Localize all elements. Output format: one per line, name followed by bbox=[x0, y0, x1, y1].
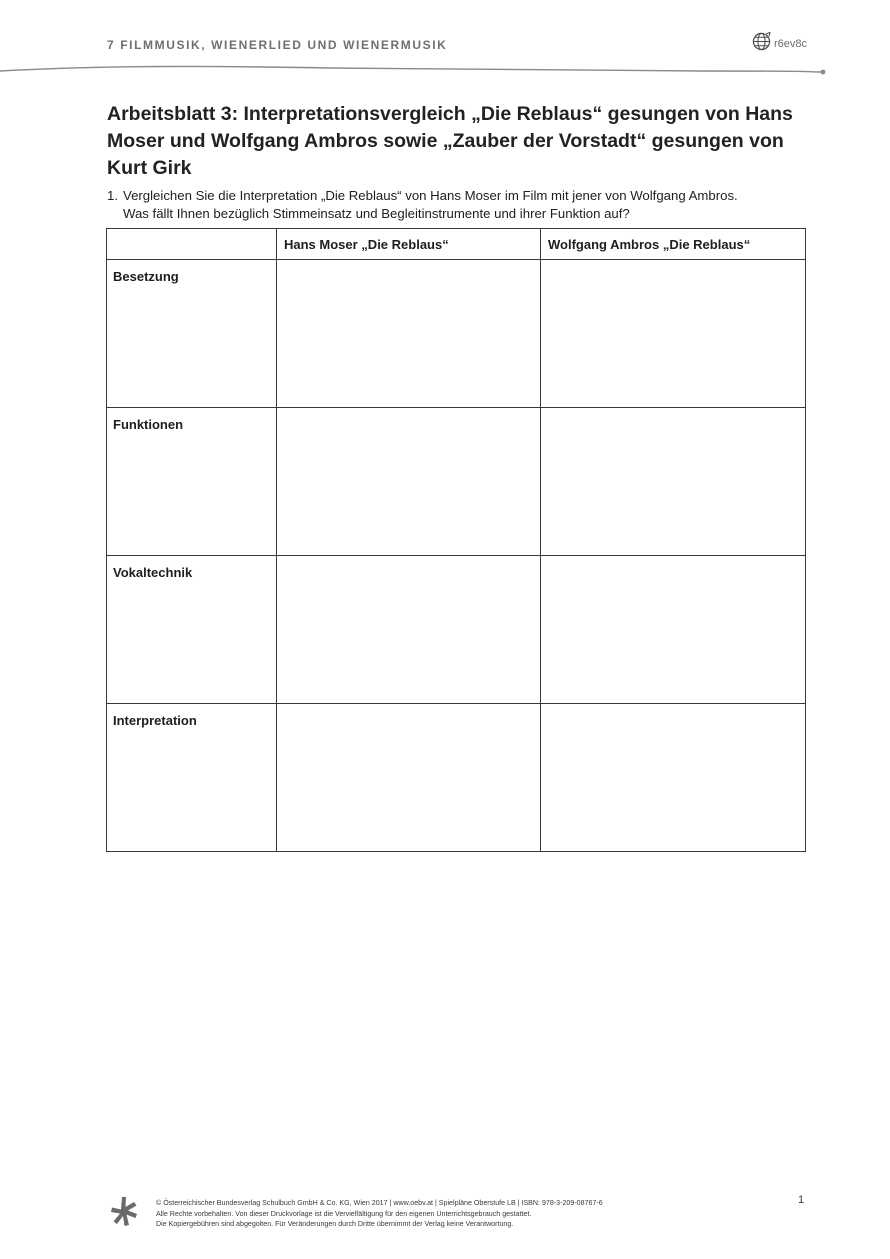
answer-cell-moser-interpretation[interactable] bbox=[277, 704, 541, 852]
table-row bbox=[107, 556, 806, 704]
answer-cell-ambros-funktionen[interactable] bbox=[541, 408, 806, 556]
page-number: 1 bbox=[798, 1194, 805, 1206]
task-line-2: Was fällt Ihnen bezüglich Stimmeinsatz und Begleitinstrumente und ihrer Funktion auf? bbox=[123, 206, 630, 221]
copyright-line-3: Die Kopiergebühren sind abgegolten. Für Veränderungen durch Dritte übernimmt der Verlag keine Verantwortung. bbox=[156, 1220, 514, 1228]
answer-cell-moser-besetzung[interactable] bbox=[277, 260, 541, 408]
worksheet-title: Arbeitsblatt 3: Interpretationsvergleich „Die Reblaus“ gesungen von Hans Moser und Wolfgang Ambros sowie „Zauber der Vorstadt“ gesungen von Kurt Girk bbox=[107, 103, 793, 179]
comparison-table bbox=[106, 228, 806, 852]
task-line-1: Vergleichen Sie die Interpretation „Die Reblaus“ von Hans Moser im Film mit jener von Wolfgang Ambros. bbox=[123, 188, 738, 203]
answer-cell-moser-vokaltechnik[interactable] bbox=[277, 556, 541, 704]
copyright-line-1: © Österreichischer Bundesverlag Schulbuch GmbH & Co. KG, Wien 2017 | www.oebv.at | Spielpläne Oberstufe LB | ISBN: 978-3-209-08767-6 bbox=[156, 1199, 603, 1207]
row-label-interpretation: Interpretation bbox=[107, 704, 277, 852]
header-hans-moser: Hans Moser „Die Reblaus“ bbox=[277, 229, 541, 260]
answer-cell-ambros-besetzung[interactable] bbox=[541, 260, 806, 408]
row-label-vokaltechnik: Vokaltechnik bbox=[107, 556, 277, 704]
header-corner-cell bbox=[107, 229, 277, 260]
copyright-notice bbox=[156, 1198, 776, 1230]
web-code[interactable] bbox=[752, 31, 812, 53]
chapter-header: 7 FILMMUSIK, WIENERLIED UND WIENERMUSIK bbox=[107, 38, 448, 52]
row-label-besetzung: Besetzung bbox=[107, 260, 277, 408]
answer-cell-moser-funktionen[interactable] bbox=[277, 408, 541, 556]
answer-cell-ambros-vokaltechnik[interactable] bbox=[541, 556, 806, 704]
header-divider bbox=[0, 62, 890, 78]
table-row bbox=[107, 260, 806, 408]
globe-icon bbox=[752, 32, 771, 51]
table-header-row bbox=[107, 229, 806, 260]
publisher-logo-icon bbox=[108, 1195, 140, 1228]
task-number: 1. bbox=[107, 188, 118, 203]
row-label-funktionen: Funktionen bbox=[107, 408, 277, 556]
table-row bbox=[107, 408, 806, 556]
answer-cell-ambros-interpretation[interactable] bbox=[541, 704, 806, 852]
web-code-label: r6ev8c bbox=[774, 38, 808, 50]
table-row bbox=[107, 704, 806, 852]
copyright-line-2: Alle Rechte vorbehalten. Von dieser Druckvorlage ist die Vervielfältigung für den eigenen Unterrichtsgebrauch gestattet. bbox=[156, 1209, 532, 1218]
header-wolfgang-ambros: Wolfgang Ambros „Die Reblaus“ bbox=[541, 229, 806, 260]
